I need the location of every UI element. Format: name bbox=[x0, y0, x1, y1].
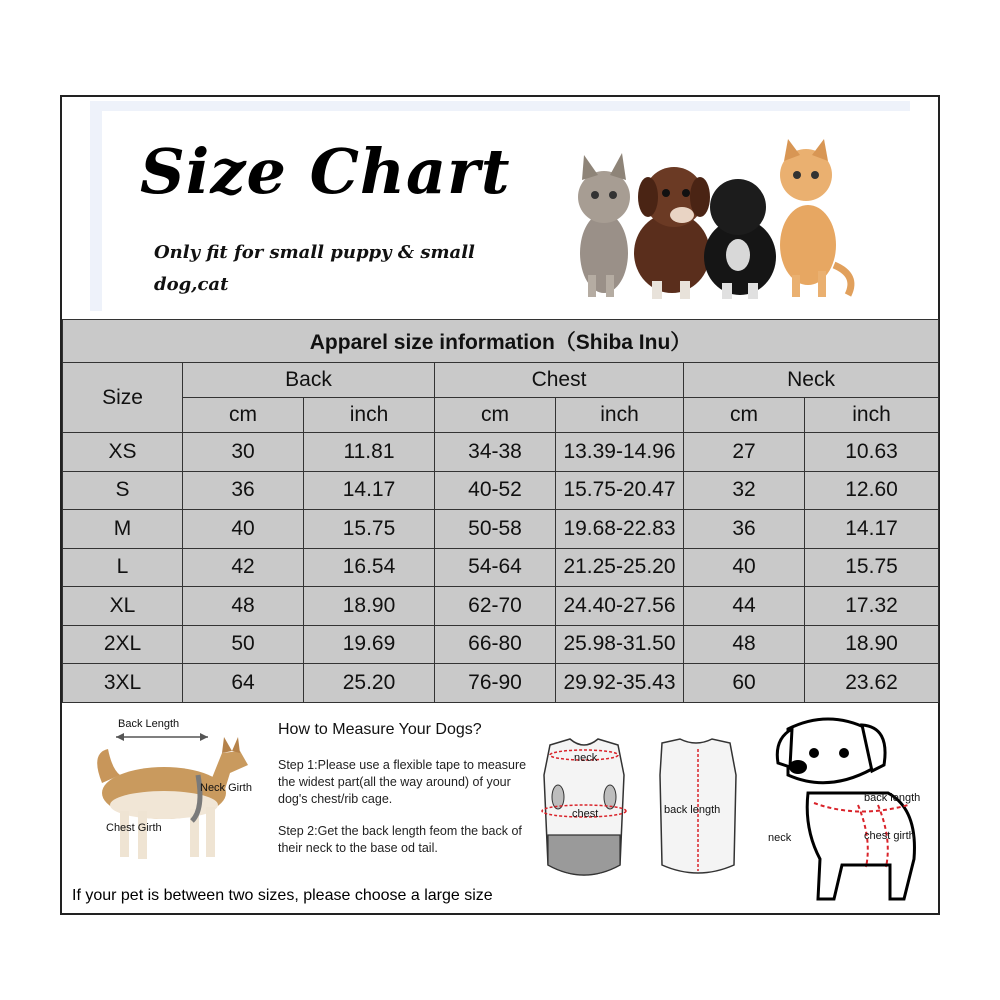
banner-strip bbox=[90, 101, 910, 111]
table-cell: 32 bbox=[684, 471, 805, 510]
size-table bbox=[62, 319, 939, 703]
table-cell: 29.92-35.43 bbox=[556, 664, 684, 703]
table-cell: 24.40-27.56 bbox=[556, 587, 684, 626]
vest-diagram bbox=[532, 735, 772, 895]
table-cell: 27 bbox=[684, 433, 805, 472]
black-puppy bbox=[704, 179, 776, 299]
cartoon-back-length-label: back length bbox=[864, 792, 921, 804]
table-row bbox=[63, 548, 939, 587]
table-cell: 64 bbox=[183, 664, 304, 703]
size-cell: 2XL bbox=[63, 625, 183, 664]
brown-puppy bbox=[634, 167, 710, 299]
table-row bbox=[63, 433, 939, 472]
page-title: Size Chart bbox=[140, 135, 511, 208]
table-cell: 40 bbox=[684, 548, 805, 587]
table-cell: 30 bbox=[183, 433, 304, 472]
vest-chest-label: chest bbox=[572, 808, 599, 820]
table-cell: 40 bbox=[183, 510, 304, 549]
unit-header: inch bbox=[304, 398, 435, 433]
banner bbox=[62, 97, 938, 319]
table-row bbox=[63, 625, 939, 664]
table-cell: 50 bbox=[183, 625, 304, 664]
table-cell: 40-52 bbox=[435, 471, 556, 510]
table-cell: 76-90 bbox=[435, 664, 556, 703]
size-note: If your pet is between two sizes, please choose a large size bbox=[72, 887, 493, 904]
table-cell: 18.90 bbox=[304, 587, 435, 626]
table-cell: 16.54 bbox=[304, 548, 435, 587]
size-cell: XL bbox=[63, 587, 183, 626]
table-cell: 44 bbox=[684, 587, 805, 626]
shiba-dog-icon bbox=[97, 737, 248, 859]
table-cell: 14.17 bbox=[805, 510, 939, 549]
table-cell: 15.75 bbox=[805, 548, 939, 587]
table-cell: 48 bbox=[684, 625, 805, 664]
vest-neck-label: neck bbox=[574, 752, 598, 764]
unit-header: inch bbox=[556, 398, 684, 433]
chest-girth-label: Chest Girth bbox=[106, 822, 162, 834]
size-chart-frame bbox=[60, 95, 940, 915]
table-cell: 11.81 bbox=[304, 433, 435, 472]
table-cell: 66-80 bbox=[435, 625, 556, 664]
banner-side bbox=[90, 101, 102, 311]
table-cell: 48 bbox=[183, 587, 304, 626]
table-cell: 23.62 bbox=[805, 664, 939, 703]
size-cell: XS bbox=[63, 433, 183, 472]
table-cell: 50-58 bbox=[435, 510, 556, 549]
cartoon-chest-girth-label: chest girth bbox=[864, 830, 915, 842]
grey-kitten bbox=[578, 153, 630, 297]
group-header-neck: Neck bbox=[684, 363, 939, 398]
table-cell: 19.69 bbox=[304, 625, 435, 664]
table-cell: 10.63 bbox=[805, 433, 939, 472]
size-cell: L bbox=[63, 548, 183, 587]
table-cell: 34-38 bbox=[435, 433, 556, 472]
table-cell: 25.98-31.50 bbox=[556, 625, 684, 664]
table-cell: 54-64 bbox=[435, 548, 556, 587]
table-cell: 14.17 bbox=[304, 471, 435, 510]
table-cell: 15.75-20.47 bbox=[556, 471, 684, 510]
howto-title: How to Measure Your Dogs? bbox=[278, 721, 482, 738]
size-cell: S bbox=[63, 471, 183, 510]
table-cell: 25.20 bbox=[304, 664, 435, 703]
cartoon-dog-icon bbox=[777, 719, 914, 899]
table-cell: 60 bbox=[684, 664, 805, 703]
step-1-text: Step 1:Please use a flexible tape to measure the widest part(all the way around) of your dog's chest/rib cage. bbox=[278, 758, 527, 806]
table-cell: 13.39-14.96 bbox=[556, 433, 684, 472]
table-row bbox=[63, 510, 939, 549]
shiba-dog-diagram bbox=[72, 713, 272, 883]
group-header-chest: Chest bbox=[435, 363, 684, 398]
unit-header: cm bbox=[435, 398, 556, 433]
table-cell: 15.75 bbox=[304, 510, 435, 549]
table-cell: 19.68-22.83 bbox=[556, 510, 684, 549]
table-cell: 36 bbox=[684, 510, 805, 549]
measure-section bbox=[62, 705, 938, 913]
group-header-back: Back bbox=[183, 363, 435, 398]
vest-back-length-label: back length bbox=[664, 804, 721, 816]
size-cell: 3XL bbox=[63, 664, 183, 703]
unit-header: inch bbox=[805, 398, 939, 433]
size-cell: M bbox=[63, 510, 183, 549]
unit-header: cm bbox=[684, 398, 805, 433]
neck-girth-label: Neck Girth bbox=[200, 782, 252, 794]
unit-header: cm bbox=[183, 398, 304, 433]
size-header: Size bbox=[63, 363, 183, 433]
table-cell: 12.60 bbox=[805, 471, 939, 510]
table-row bbox=[63, 471, 939, 510]
table-cell: 21.25-25.20 bbox=[556, 548, 684, 587]
cartoon-neck-label: neck bbox=[768, 832, 792, 844]
table-caption: Apparel size information（Shiba Inu） bbox=[63, 320, 939, 363]
back-length-label: Back Length bbox=[118, 718, 180, 730]
table-cell: 18.90 bbox=[805, 625, 939, 664]
table-cell: 42 bbox=[183, 548, 304, 587]
pets-photo bbox=[562, 135, 862, 305]
table-row bbox=[63, 664, 939, 703]
subtitle: Only fit for small puppy & small dog,cat bbox=[154, 242, 475, 295]
step-2-text: Step 2:Get the back length feom the back of their neck to the base od tail. bbox=[278, 824, 522, 855]
orange-kitten bbox=[780, 139, 851, 297]
table-cell: 62-70 bbox=[435, 587, 556, 626]
table-row bbox=[63, 587, 939, 626]
table-cell: 36 bbox=[183, 471, 304, 510]
table-cell: 17.32 bbox=[805, 587, 939, 626]
cartoon-dog-diagram bbox=[768, 709, 934, 909]
